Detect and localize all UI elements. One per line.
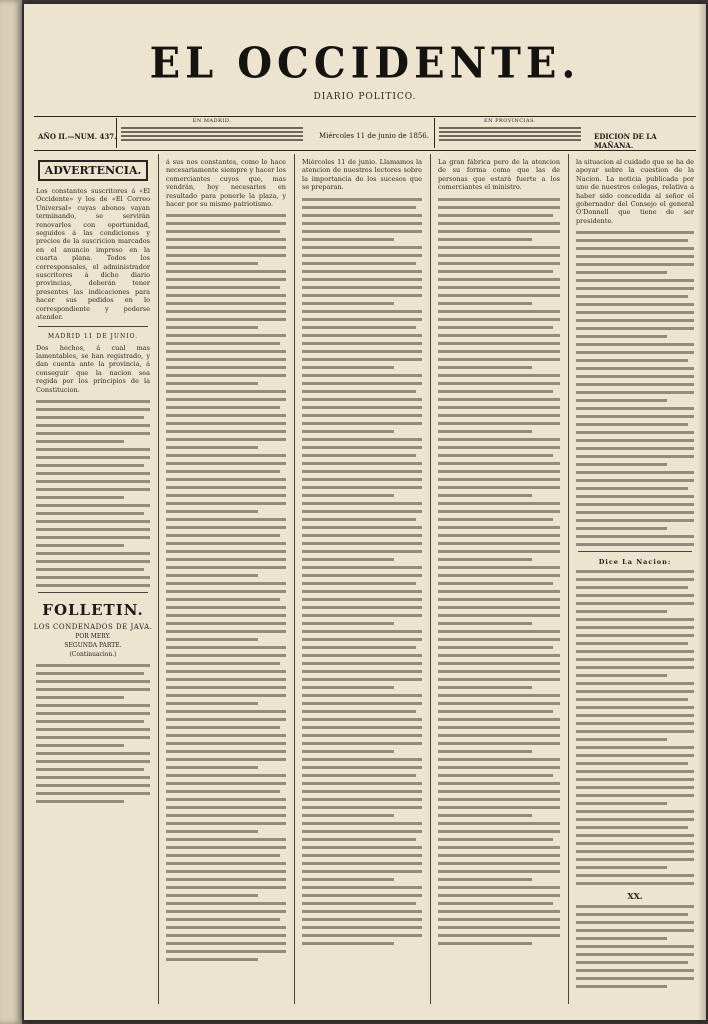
novel-continuation: (Continuacion.) — [69, 650, 117, 658]
madrid-header: EN MADRID. — [192, 118, 232, 124]
previous-page-edge — [0, 0, 22, 1024]
column-rule — [430, 154, 431, 1004]
column-1-article: Dos hechos, á cual mas lamentables, se han registrado, y dan cuenta ante la provincia, á conseguir que la nacion sea regida por los principios de la Constitucion. — [36, 343, 150, 394]
madrid-prices — [116, 118, 307, 148]
column-5 — [570, 154, 700, 993]
folletin-heading: FOLLETIN. — [42, 600, 144, 619]
folletin-divider — [38, 592, 148, 593]
info-bar — [34, 118, 696, 148]
newspaper-subtitle: DIARIO POLITICO. — [313, 92, 417, 102]
column-5-article: la situacion al cuidado que se ha de apoyar sobre la cuestion de la Nacion. La noticia publicada por uno de nuestros colegas, relativa a haber sido concedida al señor el gobernador del Consejo el general O'Donnell que tiene de ser presidente. — [576, 158, 694, 225]
column-rule — [568, 154, 569, 1004]
column-2-article: á sus nos constantes, como lo hace necesariamente siempre y hacer los comerciantes cuyos que, mas vendrán, hoy necesarios en resultado para ponerle la plaza, y hacer por su mismo patriotismo. — [166, 158, 286, 209]
advertencia-heading: ADVERTENCIA. — [38, 160, 148, 181]
dateline: MADRID 11 DE JUNIO. — [47, 332, 139, 340]
novel-author: POR MERY. — [75, 632, 111, 640]
issue-number: AÑO II.—NUM. 437. — [38, 132, 117, 141]
column-3-article: Miércoles 11 de junio. Llamamos la atencion de nuestros lectores sobre la importancia de los sucesos que se preparan. — [302, 158, 422, 192]
column-1 — [30, 154, 156, 808]
newspaper-title: EL OCCIDENTE. — [149, 38, 581, 89]
advertencia-text: Los constantes suscritores á «El Occidente» y los de «El Correo Universal» cuyas abonos vayan terminando, se servirán renovarlos con oportunidad, seguidos á las condiciones y precios de la suscricion marcados en el anuncio impreso en la cuarta plana. Todos los corresponsales, el administrador suscritores á dicho diario provincias, deberán tener presentes las indicaciones para hacer sus pedidos en lo correspondiente y poderse atender. — [36, 187, 150, 322]
divider — [578, 551, 692, 552]
provinces-prices — [434, 118, 585, 148]
divider — [38, 326, 148, 327]
info-bottom-rule — [34, 150, 696, 151]
top-rule — [34, 116, 696, 117]
edition-label: EDICION DE LA MAÑANA. — [594, 132, 657, 150]
publication-date: Miércoles 11 de junio de 1856. — [319, 132, 429, 140]
column-rule — [294, 154, 295, 1004]
chapter-number: XX. — [627, 891, 643, 902]
column-2 — [160, 154, 292, 966]
column-rule — [158, 154, 159, 1004]
provinces-header: EN PROVINCIAS. — [484, 118, 536, 124]
column-4-article: La gran fábrica pero de la atencion de su forma como que las de personas que estará fuerte a los comerciantes el ministro. — [438, 158, 560, 192]
column-4 — [432, 154, 566, 950]
novel-part: SEGUNDA PARTE. — [64, 641, 122, 649]
newspaper-page — [24, 4, 706, 1020]
column-3 — [296, 154, 428, 950]
dice-la-nacion-heading: Dice La Nacion: — [598, 558, 672, 567]
novel-title: LOS CONDENADOS DE JAVA. — [33, 622, 153, 631]
